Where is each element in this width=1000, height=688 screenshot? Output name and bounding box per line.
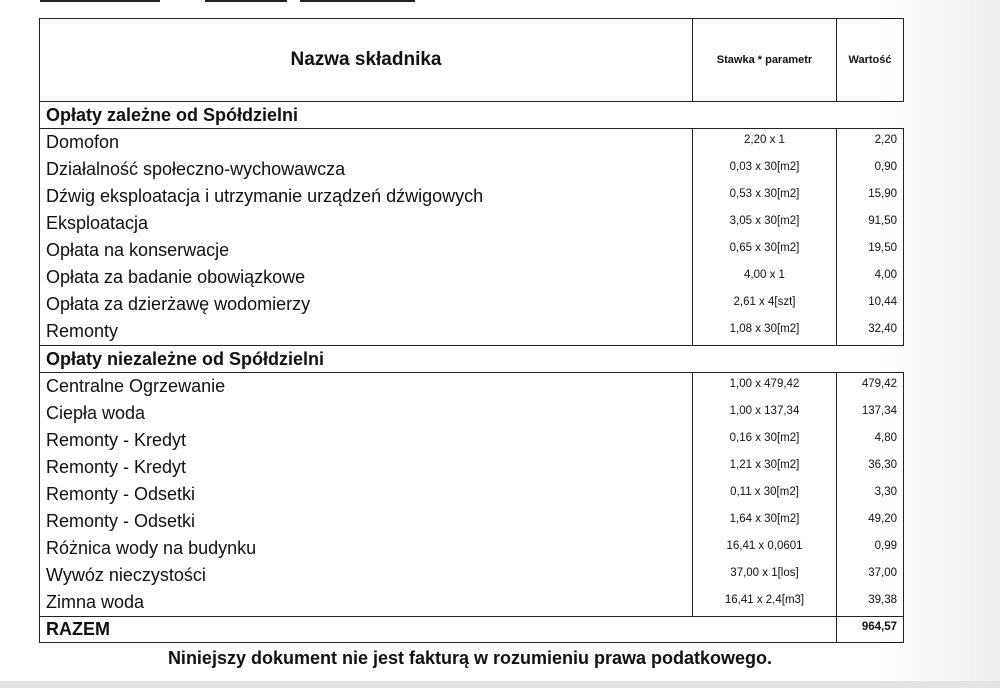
item-name: Remonty - Odsetki	[40, 481, 693, 508]
item-rate: 2,20 x 1	[693, 129, 837, 157]
item-rate: 1,08 x 30[m2]	[693, 318, 837, 346]
item-name: Eksploatacja	[40, 210, 693, 237]
header-name: Nazwa składnika	[40, 19, 693, 102]
item-name: Wywóz nieczystości	[40, 562, 693, 589]
item-value: 32,40	[837, 318, 904, 346]
table-row	[40, 264, 904, 291]
item-value: 19,50	[837, 237, 904, 264]
item-rate: 0,03 x 30[m2]	[693, 156, 837, 183]
total-label: RAZEM	[46, 619, 110, 639]
item-rate: 1,21 x 30[m2]	[693, 454, 837, 481]
item-value: 91,50	[837, 210, 904, 237]
item-name: Działalność społeczno-wychowawcza	[40, 156, 693, 183]
item-name: Domofon	[40, 129, 693, 157]
item-name: Opłata za badanie obowiązkowe	[40, 264, 693, 291]
table-row	[40, 237, 904, 264]
table-row	[40, 400, 904, 427]
item-value: 479,42	[837, 373, 904, 401]
section-title: Opłaty zależne od Spółdzielni	[46, 104, 299, 125]
item-rate: 0,11 x 30[m2]	[693, 481, 837, 508]
cropped-line	[40, 0, 160, 2]
item-value: 0,99	[837, 535, 904, 562]
charges-table	[39, 18, 904, 643]
item-name: Zimna woda	[40, 589, 693, 617]
item-name: Remonty - Odsetki	[40, 508, 693, 535]
item-value: 10,44	[837, 291, 904, 318]
table-row	[40, 210, 904, 237]
item-name: Opłata na konserwacje	[40, 237, 693, 264]
item-value: 4,80	[837, 427, 904, 454]
item-value: 49,20	[837, 508, 904, 535]
table-row	[40, 183, 904, 210]
item-rate: 0,53 x 30[m2]	[693, 183, 837, 210]
item-value: 3,30	[837, 481, 904, 508]
table-row	[40, 291, 904, 318]
table-row	[40, 129, 904, 157]
table-row	[40, 535, 904, 562]
item-rate: 0,16 x 30[m2]	[693, 427, 837, 454]
item-name: Opłata za dzierżawę wodomierzy	[40, 291, 693, 318]
item-rate: 16,41 x 0,0601	[693, 535, 837, 562]
bottom-edge-bar	[0, 681, 1000, 688]
total-row	[40, 617, 904, 643]
section-title: Opłaty niezależne od Spółdzielni	[46, 348, 325, 369]
item-rate: 2,61 x 4[szt]	[693, 291, 837, 318]
table-row	[40, 589, 904, 617]
total-rate-cell	[693, 617, 837, 643]
header-rate: Stawka * parametr	[693, 19, 837, 102]
cropped-top-strip	[0, 0, 1000, 6]
item-value: 2,20	[837, 129, 904, 157]
cropped-line	[205, 0, 287, 2]
table-row	[40, 454, 904, 481]
item-rate: 3,05 x 30[m2]	[693, 210, 837, 237]
table-header-row	[40, 19, 904, 102]
item-rate: 1,64 x 30[m2]	[693, 508, 837, 535]
table-row	[40, 562, 904, 589]
header-value: Wartość	[837, 19, 904, 102]
item-value: 0,90	[837, 156, 904, 183]
item-rate: 1,00 x 479,42	[693, 373, 837, 401]
section-header-row	[40, 346, 904, 373]
item-rate: 0,65 x 30[m2]	[693, 237, 837, 264]
section-header-row	[40, 102, 904, 129]
item-name: Centralne Ogrzewanie	[40, 373, 693, 401]
table-row	[40, 481, 904, 508]
item-rate: 37,00 x 1[los]	[693, 562, 837, 589]
table-row	[40, 508, 904, 535]
item-value: 39,38	[837, 589, 904, 617]
item-value: 137,34	[837, 400, 904, 427]
item-value: 36,30	[837, 454, 904, 481]
item-rate: 4,00 x 1	[693, 264, 837, 291]
item-name: Różnica wody na budynku	[40, 535, 693, 562]
item-rate: 16,41 x 2,4[m3]	[693, 589, 837, 617]
item-name: Dźwig eksploatacja i utrzymanie urządzeń dźwigowych	[40, 183, 693, 210]
item-value: 15,90	[837, 183, 904, 210]
item-name: Remonty - Kredyt	[40, 427, 693, 454]
disclaimer-footnote: Niniejszy dokument nie jest fakturą w rozumieniu prawa podatkowego.	[167, 648, 773, 668]
total-value: 964,57	[837, 617, 904, 643]
item-value: 4,00	[837, 264, 904, 291]
item-rate: 1,00 x 137,34	[693, 400, 837, 427]
item-name: Ciepła woda	[40, 400, 693, 427]
item-name: Remonty	[40, 318, 693, 346]
table-row	[40, 318, 904, 346]
cropped-line	[300, 0, 415, 2]
table-row	[40, 373, 904, 401]
table-row	[40, 156, 904, 183]
item-value: 37,00	[837, 562, 904, 589]
item-name: Remonty - Kredyt	[40, 454, 693, 481]
table-row	[40, 427, 904, 454]
